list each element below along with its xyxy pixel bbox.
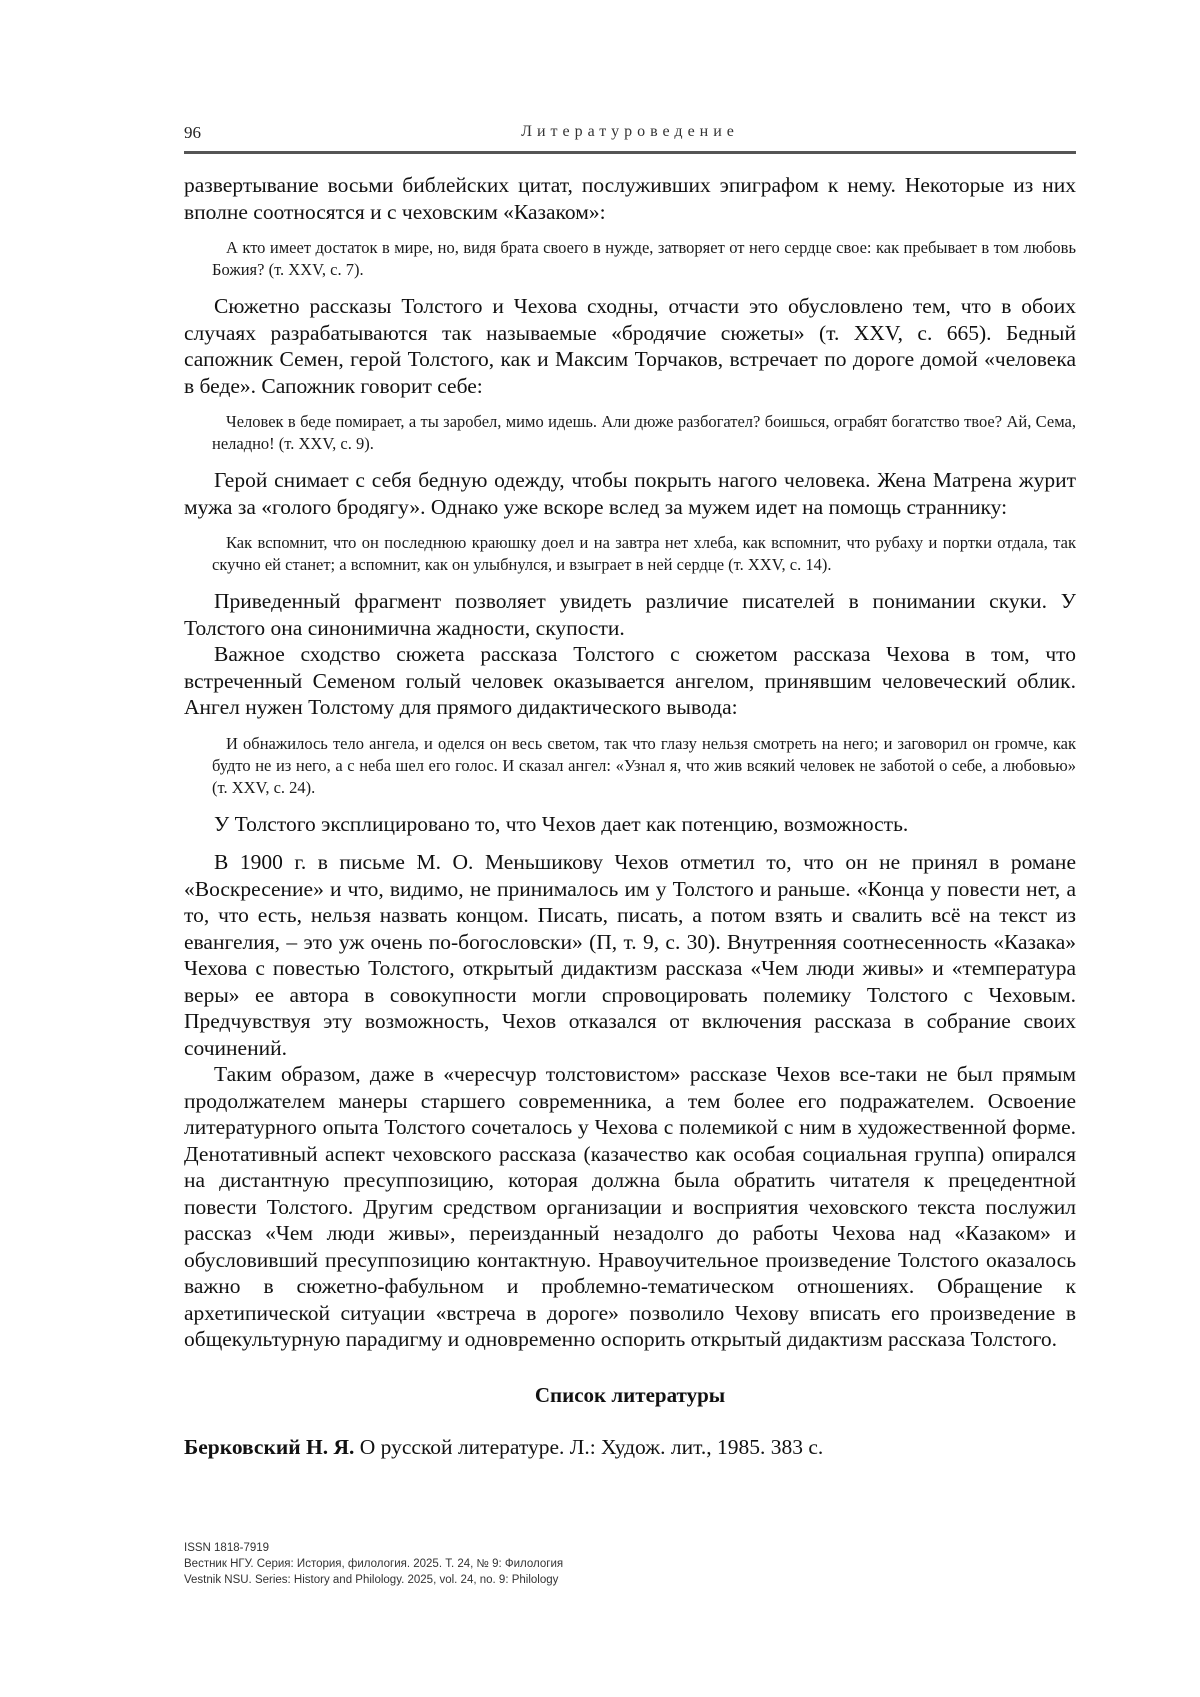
paragraph: Таким образом, даже в «чересчур толстовистом» рассказе Чехов все-таки не был прямым продолжателем манеры старшего современника, а тем более его подражателем. Освоение литературного опыта Толстого сочеталось у Чехова с полемикой с ним в художественной форме. Денотативный аспект чеховского рассказа (казачество как особая социальная группа) опирался на дистантную пресуппозицию, которая должна была обратить читателя к прецедентной повести Толстого. Другим средством организации и восприятия чеховского текста послужил рассказ «Чем люди живы», переизданный незадолго до работы Чехова над «Казаком» и обусловивший пресуппозицию контактную. Нравоучительное произведение Толстого оказалось важно в сюжетно-фабульном и проблемно-тематическом отношениях. Обращение к архетипической ситуации «встреча в дороге» позволило Чехову вписать его произведение в общекультурную парадигму и одновременно оспорить открытый дидактизм рассказа Толстого.	[184, 1062, 1076, 1351]
quote-text: И обнажилось тело ангела, и оделся он весь светом, так что глазу нельзя смотреть на него; и заговорил он громче, как будто не из него, а с неба шел его голос. И сказал ангел: «Узнал я, что жив всякий человек не заботой о себе, а любовью» (т. XXV, с. 24).	[212, 733, 1076, 797]
reference-text: О русской литературе. Л.: Худож. лит., 1985. 383 с.	[354, 1434, 824, 1459]
paragraph: развертывание восьми библейских цитат, послуживших эпиграфом к нему. Некоторые из них вполне соотносятся и с чеховским «Казаком»:	[184, 173, 1076, 224]
paragraph: У Толстого эксплицировано то, что Чехов дает как потенцию, возможность.	[214, 811, 909, 836]
paragraph: Важное сходство сюжета рассказа Толстого с сюжетом рассказа Чехова в том, что встреченный Семеном голый человек оказывается ангелом, принявшим человеческий облик. Ангел нужен Толстому для прямого дидактического вывода:	[184, 642, 1076, 719]
reference-author: Берковский Н. Я.	[184, 1434, 355, 1459]
page-number: 96	[184, 123, 201, 142]
reference-item	[184, 1434, 1076, 1461]
running-title: Литературоведение	[521, 123, 739, 140]
paragraph: Сюжетно рассказы Толстого и Чехова сходны, отчасти это обусловлено тем, что в обоих случаях разрабатываются так называемые «бродячие сюжеты» (т. XXV, с. 665). Бедный сапожник Семен, герой Толстого, как и Максим Торчаков, встречает по дороге домой «человека в беде». Сапожник говорит себе:	[184, 294, 1076, 398]
paragraph: Герой снимает с себя бедную одежду, чтобы покрыть нагого человека. Жена Матрена журит мужа за «голого бродягу». Однако уже вскоре вслед за мужем идет на помощь страннику:	[184, 468, 1076, 519]
block-quote	[212, 532, 1076, 576]
block-quote	[212, 237, 1076, 281]
quote-text: А кто имеет достаток в мире, но, видя брата своего в нужде, затворяет от него сердце свое: как пребывает в том любовь Божия? (т. XXV, с. 7).	[212, 238, 1076, 279]
paragraph: Приведенный фрагмент позволяет увидеть различие писателей в понимании скуки. У Толстого она синонимична жадности, скупости.	[184, 589, 1076, 640]
footer-journal-ru: Вестник НГУ. Серия: История, филология. 2025. Т. 24, № 9: Филология	[184, 1558, 564, 1570]
block-quote	[212, 733, 1076, 799]
references-heading: Список литературы	[534, 1382, 726, 1407]
block-quote	[212, 411, 1076, 455]
paragraph: В 1900 г. в письме М. О. Меньшикову Чехов отметил то, что он не принял в романе «Воскресение» и что, видимо, не принималось им у Толстого и раньше. «Конца у повести нет, а то, что есть, нельзя назвать концом. Писать, писать, а потом взять и свалить всё на текст из евангелия, – это уж очень по-богословски» (П, т. 9, с. 30). Внутренняя соотнесенность «Казака» Чехова с повестью Толстого, открытый дидактизм рассказа «Чем люди живы» и «температура веры» ее автора в совокупности могли спровоцировать полемику Толстого с Чеховым. Предчувствуя эту возможность, Чехов отказался от включения рассказа в собрание своих сочинений.	[184, 850, 1076, 1060]
footer-issn: ISSN 1818-7919	[184, 1542, 270, 1554]
footer-journal-en: Vestnik NSU. Series: History and Philology. 2025, vol. 24, no. 9: Philology	[184, 1574, 559, 1586]
quote-text: Как вспомнит, что он последнюю краюшку доел и на завтра нет хлеба, как вспомнит, что рубаху и портки отдала, так скучно ей станет; а вспомнит, как он улыбнулся, и взыграет в ней сердце (т. XXV, с. 14).	[212, 533, 1076, 574]
article-body	[184, 172, 1076, 1460]
page-header	[184, 123, 1076, 154]
page-footer	[184, 1540, 784, 1588]
quote-text: Человек в беде помирает, а ты заробел, мимо идешь. Али дюже разбогател? боишься, ограбят богатство твое? Ай, Сема, неладно! (т. XXV, с. 9).	[212, 412, 1076, 453]
